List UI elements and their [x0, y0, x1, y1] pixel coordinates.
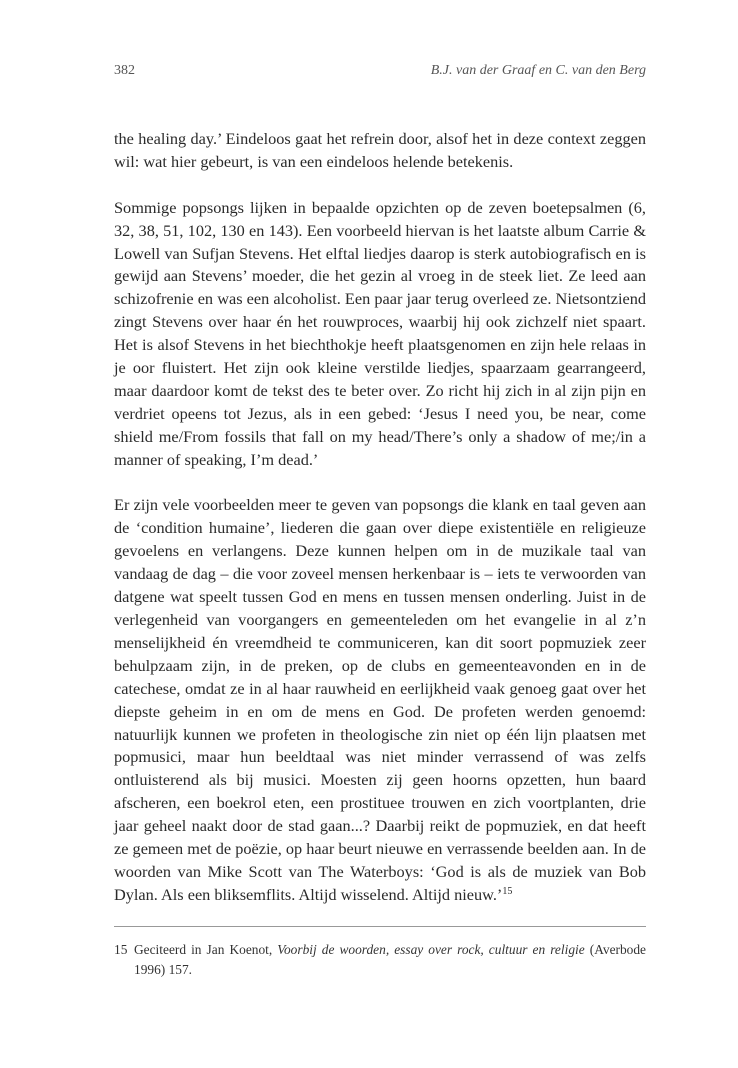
running-title: B.J. van der Graaf en C. van den Berg	[430, 63, 646, 78]
paragraph-2	[114, 197, 646, 472]
body-text	[114, 128, 646, 907]
page-number: 382	[114, 63, 135, 78]
paragraph-3-text: Er zijn vele voorbeelden meer te geven van popsongs die klank en taal geven aan de ‘condition humaine’, liederen die gaan over diepe existentiële en religieuze gevoelens en verlangens. Deze kunnen helpen om in de muzikale taal van vandaag de dag – die voor zoveel mensen herkenbaar is – iets te verwoorden van datgene wat speelt tussen God en mens en tussen mensen onderling. Juist in de verlegenheid van voorgangers en gemeenteleden om het evangelie in al z’n menselijkheid én vreemdheid te communiceren, kan dit soort popmuziek zeer behulpzaam zijn, in de preken, op de clubs en gemeenteavonden en in de catechese, omdat ze in al haar rauwheid en eerlijkheid vaak genoeg gaat over het diepste geheim in en om de mens en God. De profeten werden genoemd: natuurlijk kunnen we profeten in theologische zin niet op één lijn plaatsen met popmusici, maar hun beeldtaal was niet minder verrassend of was zelfs ontluisterend als bij musici. Moesten zij geen hoorns opzetten, hun baard afscheren, een boekrol eten, een prostituee trouwen en zich voortplanten, drie jaar geheel naakt door de stad gaan...? Daarbij reikt de popmuziek, en dat heeft ze gemeen met de poëzie, op haar beurt nieuwe en verrassende beelden aan. In de woorden van Mike Scott van The Waterboys: ‘God is als de muziek van Bob Dylan. Als een bliksemflits. Altijd wisselend. Altijd nieuw.’	[114, 495, 646, 904]
paragraph-3	[114, 494, 646, 906]
footnote-divider	[114, 926, 646, 927]
page-header	[114, 63, 646, 79]
footnote-number: 15	[114, 942, 128, 957]
footnote-suffix: (Averbode 1996) 157.	[134, 942, 646, 977]
paragraph-2-text: Sommige popsongs lijken in bepaalde opzichten op de zeven boetepsalmen (6, 32, 38, 51, 102, 130 en 143). Een voorbeeld hiervan is het laatste album Carrie & Lowell van Sufjan Stevens. Het elftal liedjes daarop is sterk autobiografisch en is gewijd aan Stevens’ moeder, die het gezin al vroeg in de steek liet. Ze leed aan schizofrenie en was een alcoholist. Een paar jaar terug overleed ze. Nietsontziend zingt Stevens over haar én het rouwproces, waarbij hij ook zichzelf niet spaart. Het is alsof Stevens in het biechthokje heeft plaatsgenomen en zijn hele relaas in je oor fluistert. Het zijn ook kleine verstilde liedjes, spaarzaam gearrangeerd, maar daardoor komt de tekst des te beter over. Zo richt hij zich in al zijn pijn en verdriet opeens tot Jezus, als in een gebed: ‘Jesus I need you, be near, come shield me/From fossils that fall on my head/There’s only a shadow of me;/in a manner of speaking, I’m dead.’	[114, 197, 646, 469]
footnote-book-title: Voorbij de woorden, essay over rock, cultuur en religie	[277, 942, 585, 957]
footnote-prefix: Geciteerd in Jan Koenot,	[134, 942, 278, 957]
footnote-text	[134, 940, 646, 980]
footnote-reference[interactable]: 15	[502, 885, 513, 897]
footnote	[114, 940, 646, 980]
paragraph-1	[114, 128, 646, 174]
paragraph-1-text: the healing day.’ Eindeloos gaat het refrein door, alsof het in deze context zeggen wil: wat hier gebeurt, is van een eindeloos helende betekenis.	[114, 129, 646, 171]
